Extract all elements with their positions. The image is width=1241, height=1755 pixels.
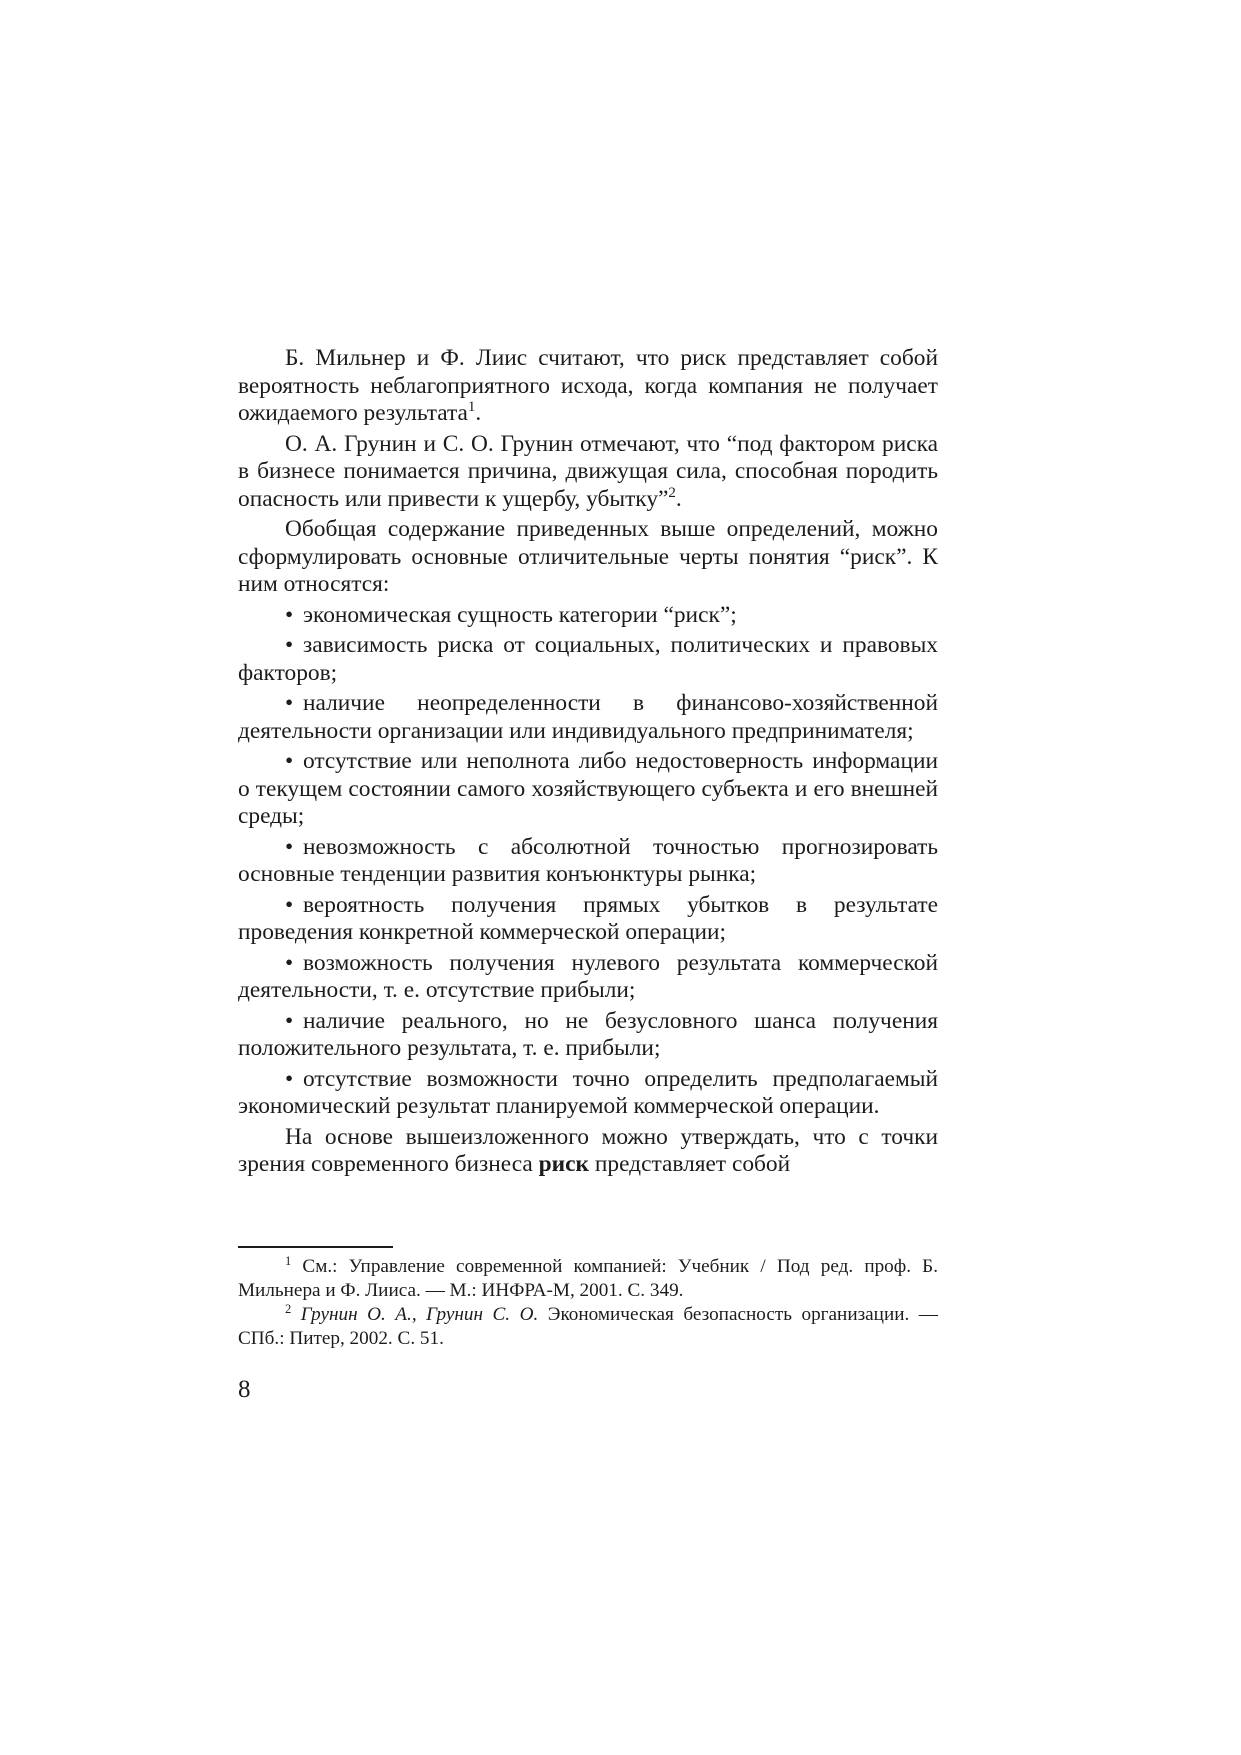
list-item bbox=[238, 748, 938, 831]
paragraph-end: . bbox=[675, 485, 682, 512]
footnote-text: См.: Управление современной компанией: Учебник / Под ред. проф. Б. Мильнера и Ф. Лииса. — М.: ИНФРА-М, 2001. С. 349. bbox=[238, 1256, 938, 1301]
footnote-2 bbox=[238, 1303, 938, 1351]
list-item-text: возможность получения нулевого результата коммерческой деятельности, т. е. отсутствие прибыли; bbox=[238, 949, 938, 1003]
footnotes bbox=[238, 1255, 938, 1351]
list-item-text: отсутствие возможности точно определить предполагаемый экономический результат планируемой коммерческой операции. bbox=[238, 1065, 938, 1119]
footnote-ref: 2 bbox=[668, 484, 676, 501]
bullet-icon bbox=[285, 1008, 303, 1036]
list-item-text: экономическая сущность категории “риск”; bbox=[303, 601, 737, 628]
list-item bbox=[238, 1008, 938, 1063]
footnote-divider bbox=[238, 1246, 393, 1248]
paragraph-end: . bbox=[475, 400, 482, 426]
list-item-text: отсутствие или неполнота либо недостоверность информации о текущем состоянии самого хозяйствующего субъекта и его внешней среды; bbox=[238, 748, 938, 829]
paragraph-text-tail: представляет собой bbox=[589, 1151, 791, 1177]
paragraph-text: На основе вышеизложенного можно утверждать, что с точки зрения современного бизнеса bbox=[238, 1123, 938, 1177]
bullet-icon bbox=[285, 1066, 303, 1094]
bullet-icon bbox=[285, 690, 303, 718]
bullet-icon bbox=[285, 950, 303, 978]
list-item-text: невозможность с абсолютной точностью прогнозировать основные тенденции развития конъюнктуры рынка; bbox=[238, 833, 938, 887]
bullet-icon bbox=[285, 834, 303, 862]
footnote-ref: 1 bbox=[467, 399, 476, 415]
list-item bbox=[238, 602, 938, 630]
list-item bbox=[238, 834, 938, 889]
bullet-icon bbox=[285, 602, 303, 630]
paragraph-milner-liis bbox=[238, 345, 938, 428]
bullet-icon bbox=[285, 632, 303, 660]
list-item bbox=[238, 950, 938, 1005]
list-item-text: вероятность получения прямых убытков в результате проведения конкретной коммерческой операции; bbox=[238, 891, 938, 945]
page-number: 8 bbox=[238, 1376, 251, 1403]
list-item-text: зависимость риска от социальных, политических и правовых факторов; bbox=[238, 632, 938, 686]
list-item-text: наличие реального, но не безусловного шанса получения положительного результата, т. е. прибыли; bbox=[238, 1007, 938, 1061]
footnote-author: Грунин О. А., Грунин С. О. bbox=[300, 1304, 539, 1325]
bullet-icon bbox=[285, 748, 303, 776]
paragraph-summary: Обобщая содержание приведенных выше определений, можно сформулировать основные отличительные черты понятия “риск”. К ним относятся: bbox=[238, 516, 938, 597]
footnote-text: Экономическая безопасность организации. — СПб.: Питер, 2002. С. 51. bbox=[238, 1304, 938, 1349]
list-item bbox=[238, 1066, 938, 1121]
list-item bbox=[238, 892, 938, 947]
paragraph-text: Б. Мильнер и Ф. Лиис считают, что риск представляет собой вероятность неблагоприятного исхода, когда компания не получает ожидаемого результата bbox=[238, 345, 938, 426]
footnote-number: 1 bbox=[285, 1254, 292, 1268]
bullet-icon bbox=[285, 892, 303, 920]
paragraph-text: О. А. Грунин и С. О. Грунин отмечают, что “под фактором риска в бизнесе понимается причина, движущая сила, способная породить опасность или привести к ущербу, убытку” bbox=[238, 430, 938, 512]
main-text bbox=[238, 345, 938, 1179]
paragraph-grunin bbox=[238, 431, 938, 514]
list-item-text: наличие неопределенности в финансово-хозяйственной деятельности организации или индивидуального предпринимателя; bbox=[238, 690, 938, 744]
bold-term: риск bbox=[538, 1151, 590, 1177]
list-item bbox=[238, 690, 938, 745]
footnote-number: 2 bbox=[285, 1302, 292, 1316]
list-item bbox=[238, 632, 938, 687]
footnote-1 bbox=[238, 1255, 938, 1303]
paragraph-conclusion bbox=[238, 1124, 938, 1179]
